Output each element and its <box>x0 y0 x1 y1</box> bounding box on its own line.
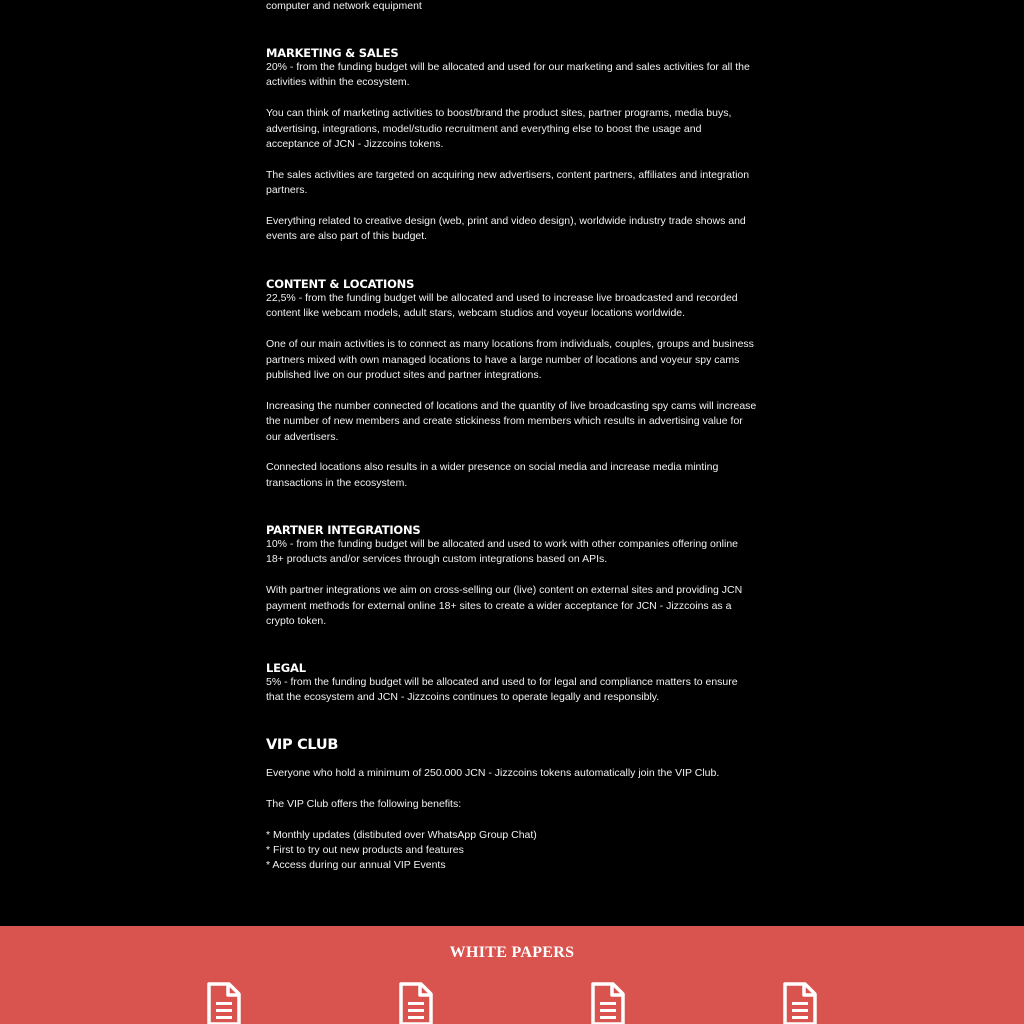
white-papers-title: WHITE PAPERS <box>449 944 575 961</box>
section-paragraph: You can think of marketing activities to boost/brand the product sites, partner programs, media buys, advertising, integrations, model/studio recruitment and everything else to boost the usage and acceptance of JCN - Jizzcoins tokens. <box>266 107 732 151</box>
section-legal <box>266 661 758 721</box>
document-icon[interactable] <box>782 982 818 1024</box>
section-paragraph: One of our main activities is to connect as many locations from individuals, couples, groups and business partners mixed with own managed locations to have a large number of locations and voyeur spy cams published live on our product sites and partner integrations. <box>266 338 754 382</box>
vip-intro: Everyone who hold a minimum of 250.000 JCN - Jizzcoins tokens automatically join the VIP Club. <box>266 767 720 779</box>
section-paragraph: Increasing the number connected of locations and the quantity of live broadcasting spy cams will increase the number of new members and create stickiness from members which results in advertising value for our advertisers. <box>266 399 757 443</box>
section-content-locations <box>266 277 758 507</box>
white-papers-footer <box>0 926 1024 1024</box>
vip-benefit-item: * First to try out new products and features <box>266 844 464 856</box>
vip-benefit-item: * Monthly updates (distibuted over WhatsApp Group Chat) <box>266 828 537 841</box>
section-marketing-sales <box>266 46 758 260</box>
section-title: CONTENT & LOCATIONS <box>266 277 415 291</box>
section-partner-integrations <box>266 523 758 645</box>
vip-benefit-item: * Access during our annual VIP Events <box>266 859 446 872</box>
section-title: MARKETING & SALES <box>266 46 399 60</box>
vip-benefits-intro: The VIP Club offers the following benefits: <box>266 797 462 810</box>
intro-tail-text: computer and network equipment <box>266 0 422 12</box>
section-paragraph: With partner integrations we aim on cross-selling our (live) content on external sites and providing JCN payment methods for external online 18+ sites to create a wider acceptance for JCN - Jizzcoins as a crypto token. <box>266 584 743 628</box>
document-icon[interactable] <box>590 982 626 1024</box>
section-paragraph: 5% - from the funding budget will be allocated and used to for legal and compliance matters to ensure that the ecosystem and JCN - Jizzcoins continues to operate legally and responsibly. <box>266 676 738 704</box>
section-paragraph: Connected locations also results in a wider presence on social media and increase media minting transactions in the ecosystem. <box>266 461 719 489</box>
section-vip-club <box>266 736 758 874</box>
section-paragraph: Everything related to creative design (web, print and video design), worldwide industry trade shows and events are also part of this budget. <box>266 215 746 243</box>
section-paragraph: The sales activities are targeted on acquiring new advertisers, content partners, affiliates and integration partners. <box>266 168 750 197</box>
vip-club-title: VIP CLUB <box>266 737 339 753</box>
section-paragraph: 20% - from the funding budget will be allocated and used for our marketing and sales activities for all the activities within the ecosystem. <box>266 61 750 89</box>
section-title: PARTNER INTEGRATIONS <box>266 523 421 537</box>
section-paragraph: 22,5% - from the funding budget will be allocated and used to increase live broadcasted and recorded content like webcam models, adult stars, webcam studios and voyeur locations worldwide. <box>266 292 738 320</box>
section-paragraph: 10% - from the funding budget will be allocated and used to work with other companies offering online 18+ products and/or services through custom integrations based on APIs. <box>266 538 739 566</box>
document-icon[interactable] <box>206 982 242 1024</box>
document-icon[interactable] <box>398 982 434 1024</box>
section-title: LEGAL <box>266 661 306 675</box>
